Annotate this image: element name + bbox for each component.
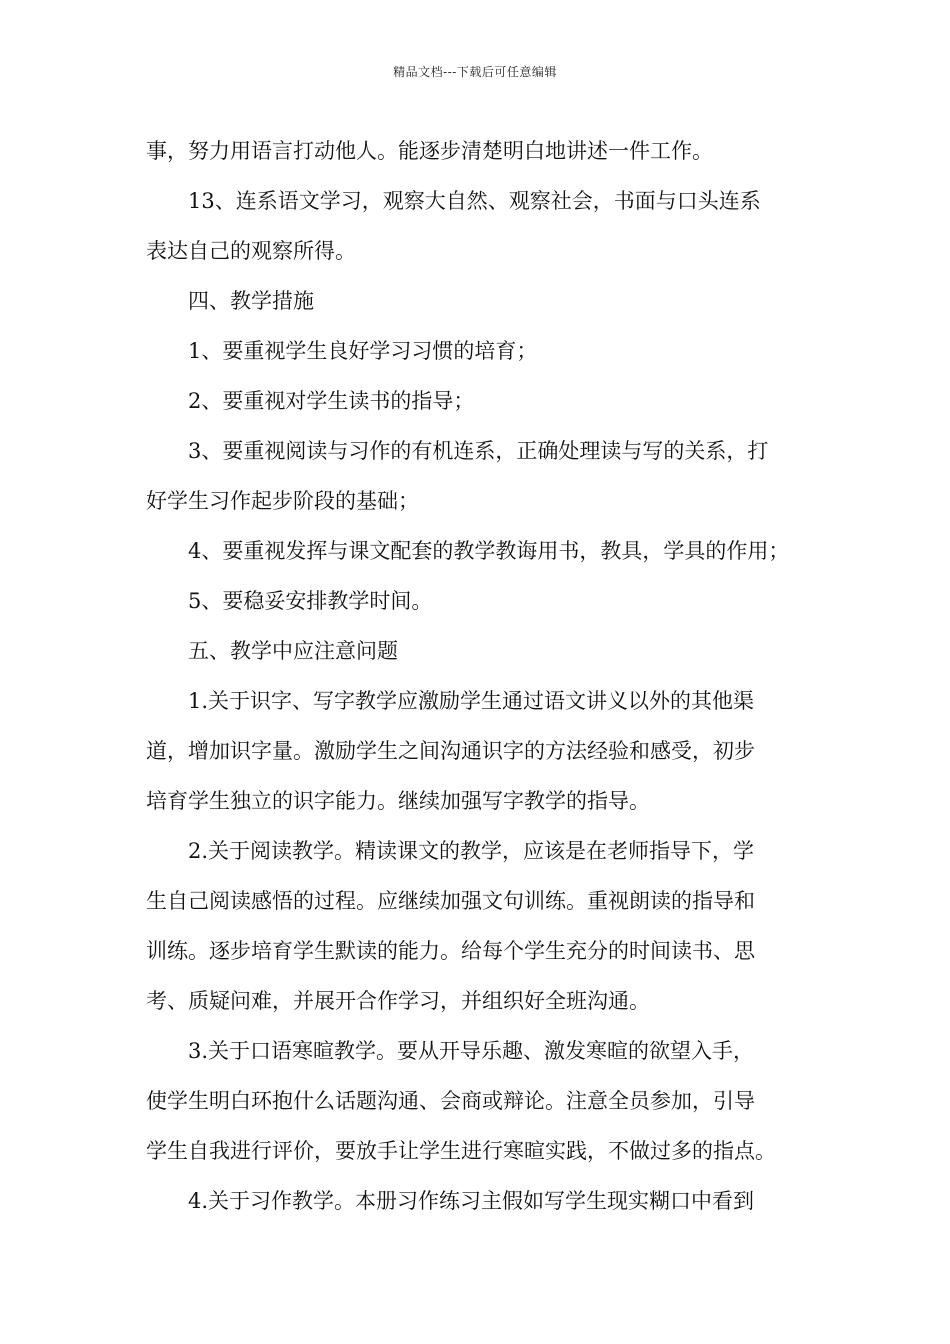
- list-item: 2、要重视对学生读书的指导；: [188, 389, 475, 413]
- text-line: 好学生习作起步阶段的基础；: [146, 489, 419, 513]
- text-line: 培育学生独立的识字能力。继续加强写字教学的指导。: [146, 789, 650, 813]
- text-line: 道，增加识字量。激励学生之间沟通识字的方法经验和感受，初步: [146, 739, 755, 763]
- text-line: 生自己阅读感悟的过程。应继续加强文句训练。重视朗读的指导和: [146, 889, 755, 913]
- text-line: 3.关于口语寒暄教学。要从开导乐趣、激发寒暄的欲望入手，: [188, 1039, 755, 1063]
- text-line: 学生自我进行评价，要放手让学生进行寒暄实践，不做过多的指点。: [146, 1139, 776, 1163]
- list-item: 1、要重视学生良好学习习惯的培育；: [188, 339, 538, 363]
- list-item: 3、要重视阅读与习作的有机连系，正确处理读与写的关系，打: [188, 439, 769, 463]
- text-line: 使学生明白环抱什么话题沟通、会商或辩论。注意全员参加，引导: [146, 1089, 755, 1113]
- text-line: 1.关于识字、写字教学应激励学生通过语文讲义以外的其他渠: [188, 689, 755, 713]
- document-body: [146, 126, 806, 1226]
- list-item: 5、要稳妥安排教学时间。: [188, 589, 433, 613]
- section-heading: 五、教学中应注意问题: [188, 639, 398, 663]
- text-line: 考、质疑问难，并展开合作学习，并组织好全班沟通。: [146, 989, 650, 1013]
- text-line: 4.关于习作教学。本册习作练习主假如写学生现实糊口中看到: [188, 1189, 755, 1213]
- list-item: 4、要重视发挥与课文配套的教学教诲用书，教具，学具的作用；: [188, 539, 790, 563]
- text-line: 13、连系语文学习，观察大自然、观察社会，书面与口头连系: [188, 189, 761, 213]
- page-header: 精品文档---下载后可任意编辑: [393, 65, 557, 79]
- text-line: 训练。逐步培育学生默读的能力。给每个学生充分的时间读书、思: [146, 939, 755, 963]
- text-line: 事，努力用语言打动他人。能逐步清楚明白地讲述一件工作。: [146, 139, 713, 163]
- section-heading: 四、教学措施: [188, 289, 314, 313]
- text-line: 表达自己的观察所得。: [146, 239, 356, 263]
- text-line: 2.关于阅读教学。精读课文的教学，应该是在老师指导下，学: [188, 839, 755, 863]
